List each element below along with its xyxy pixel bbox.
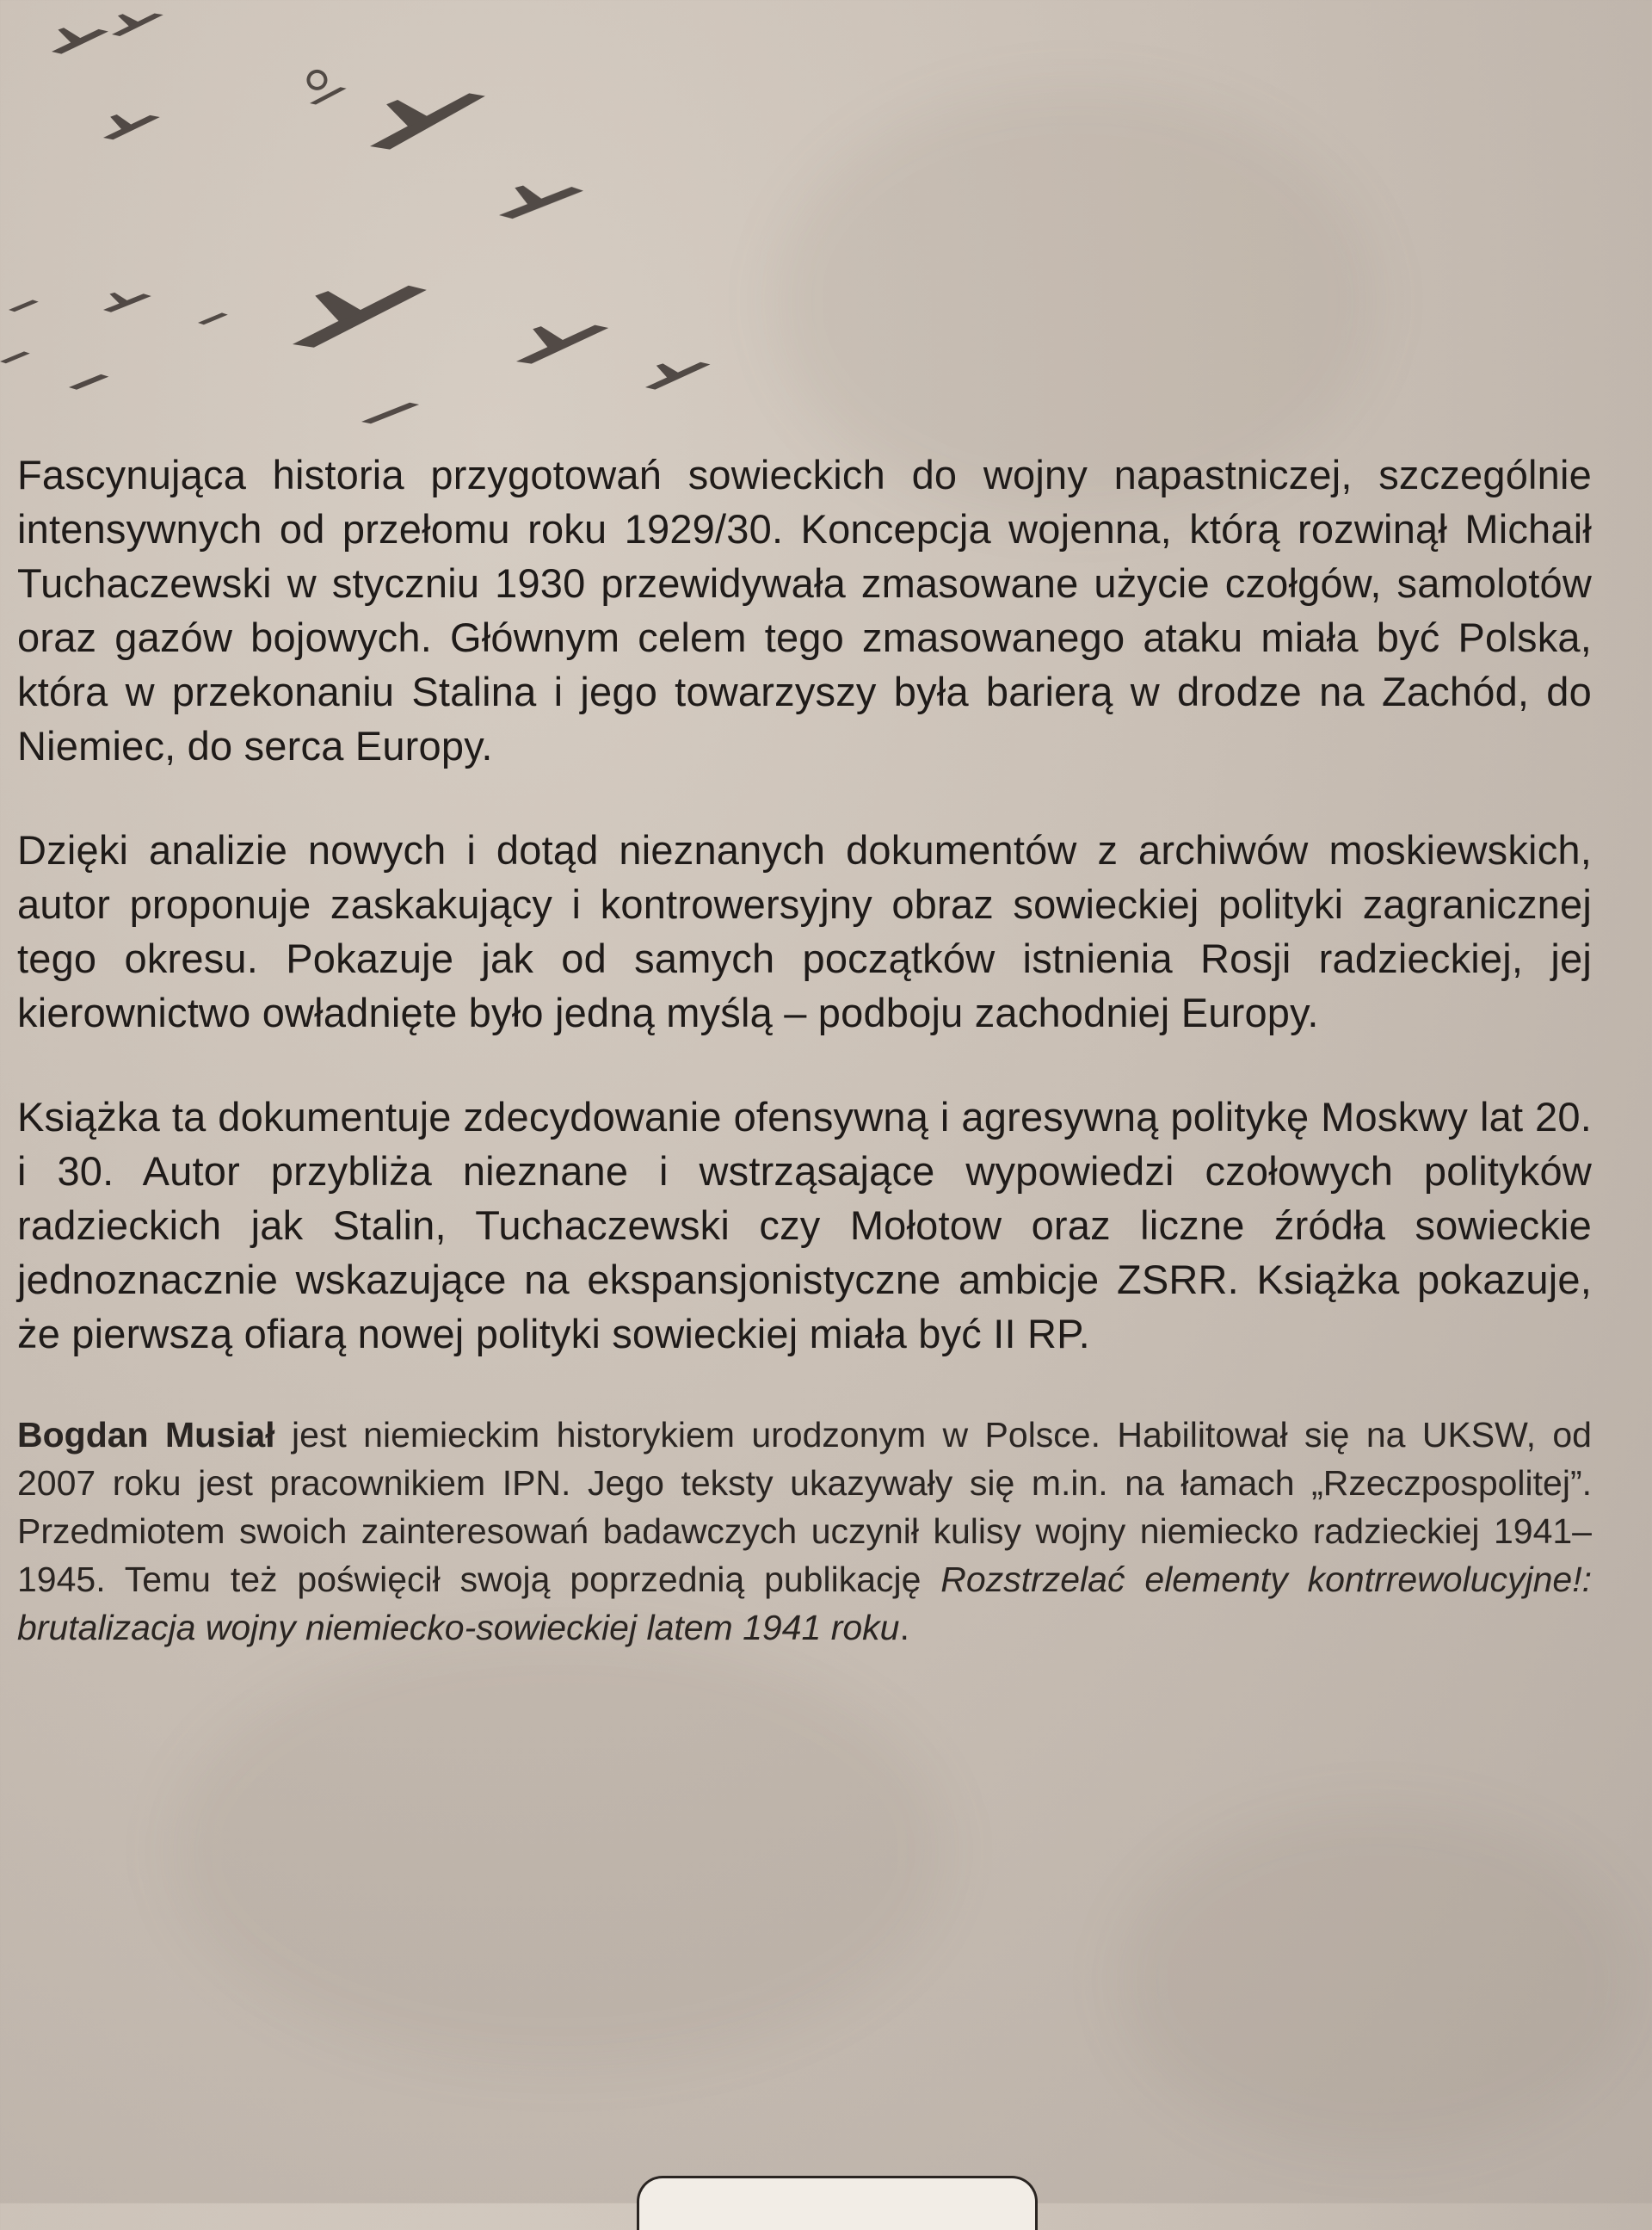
- author-bio: [17, 1411, 1592, 1652]
- paper-stain: [1119, 1807, 1635, 2152]
- description-paragraph: Fascynująca historia przygotowań sowieckich do wojny napastniczej, szczególnie intensywnych od przełomu roku 1929/30. Koncepcja wojenna, którą rozwinął Michaił Tuchaczewski w styczniu 1930 przewidywała zmasowane użycie czołgów, samolotów oraz gazów bojowych. Głównym celem tego zmasowanego ataku miała być Polska, która w przekonaniu Stalina i jego towarzyszy była barierą w drodze na Zachód, do Niemiec, do serca Europy.: [17, 452, 1592, 769]
- bio-text: jest niemieckim historykiem urodzonym w Polsce. Habilitował się na UKSW, od 2007 roku jest pracownikiem IPN. Jego teksty ukazywały się m.in. na łamach „Rzeczpospolitej”. Przedmiotem swoich zainteresowań badawczych uczynił kulisy wojny niemiecko radzieckiej 1941–1945. Temu też poświęcił swoją poprzednią publikację: [17, 1415, 1592, 1599]
- previous-book-title: Rozstrzelać elementy kontrrewolucyjne!: brutalizacja wojny niemiecko-sowieckiej latem 1941 roku: [17, 1560, 1592, 1647]
- paper-stain: [172, 1635, 946, 2066]
- description-paragraph: Książka ta dokumentuje zdecydowanie ofensywną i agresywną politykę Moskwy lat 20. i 30. Autor przybliża nieznane i wstrząsające wypowiedzi czołowych polityków radzieckich jak Stalin, Tuchaczewski czy Mołotow oraz liczne źródła sowieckie jednoznacznie wskazujące na ekspansjonistyczne ambicje ZSRR. Książka pokazuje, że pierwszą ofiarą nowej polityki sowieckiej miała być II RP.: [17, 1094, 1592, 1356]
- aircraft-formation-icon: [0, 0, 774, 448]
- bio-text-end: .: [899, 1608, 909, 1647]
- back-cover-text: [17, 448, 1592, 1687]
- author-name: Bogdan Musiał: [17, 1415, 275, 1455]
- description-paragraph: Dzięki analizie nowych i dotąd nieznanych dokumentów z archiwów moskiewskich, autor proponuje zaskakujący i kontrowersyjny obraz sowieckiej polityki zagranicznej tego okresu. Pokazuje jak od samych początków istnienia Rosji radzieckiej, jej kierownictwo owładnięte było jedną myślą – podboju zachodniej Europy.: [17, 827, 1592, 1035]
